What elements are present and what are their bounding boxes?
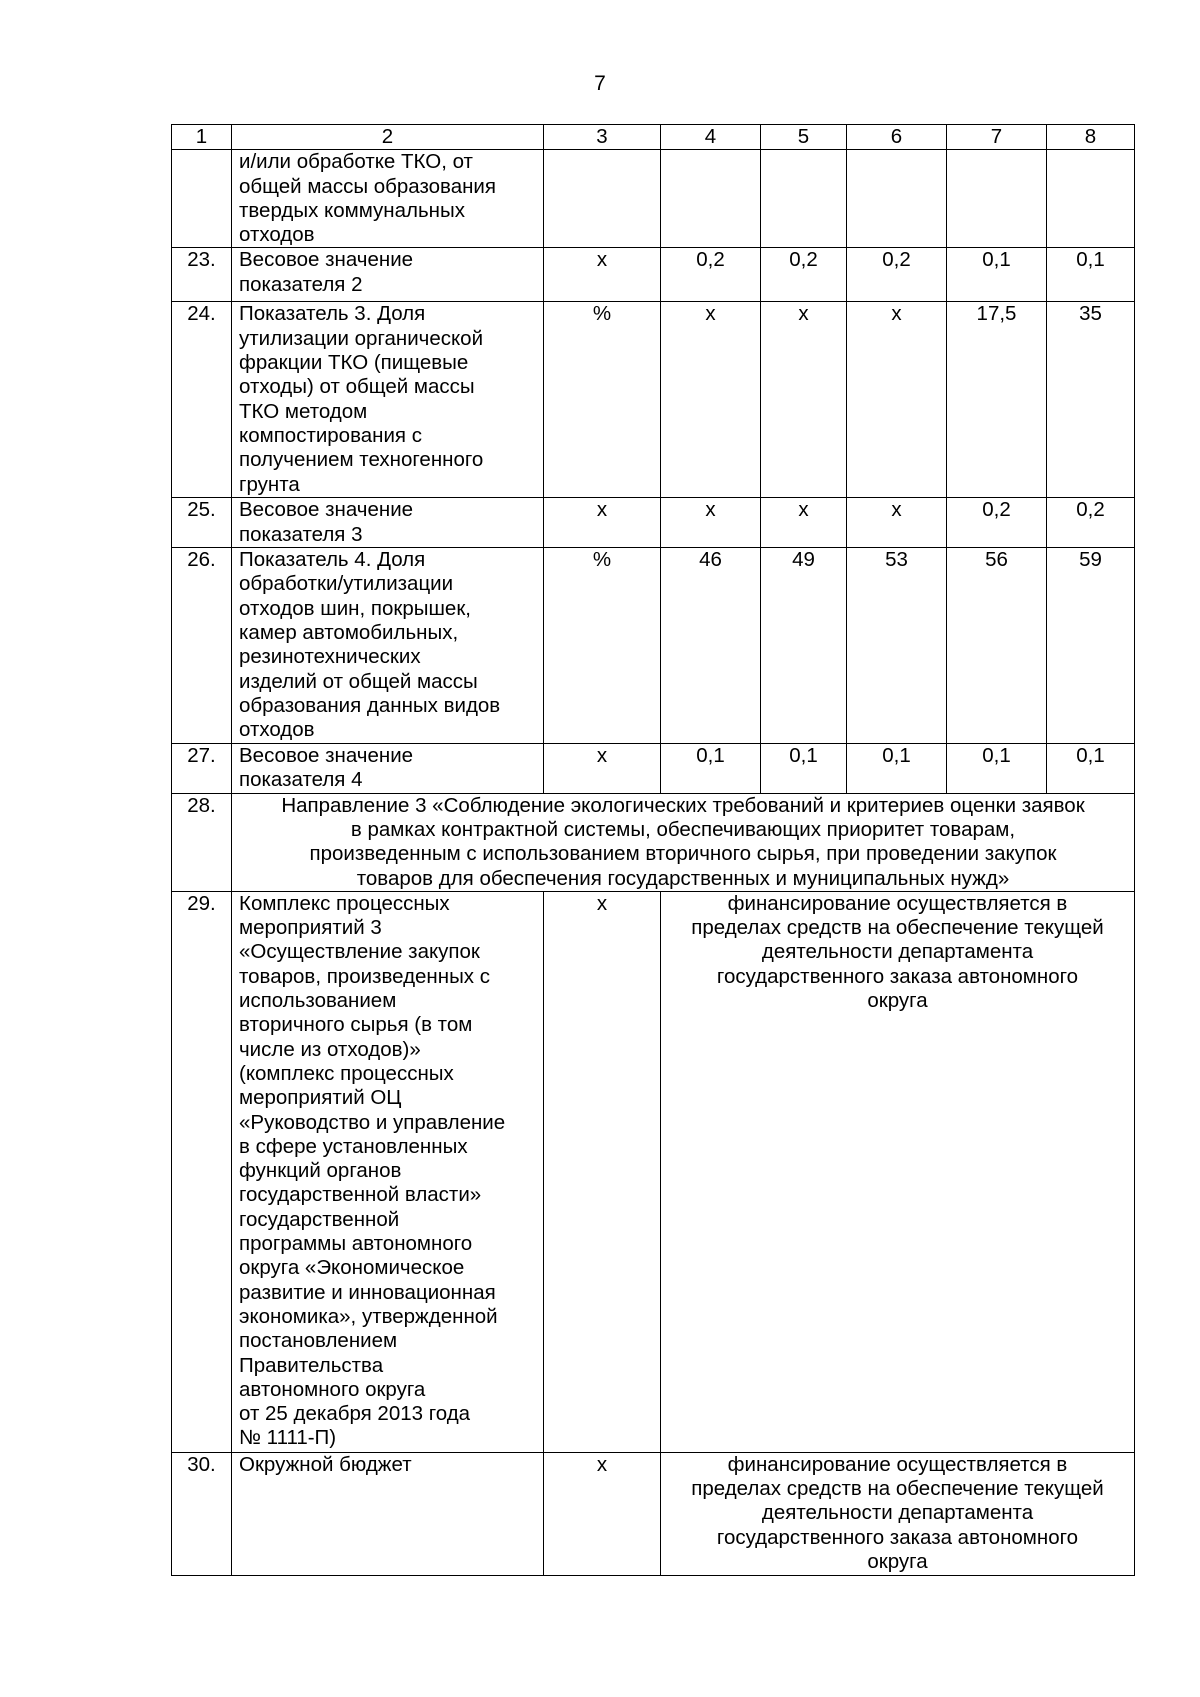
value-cell: 0,1 (847, 744, 947, 794)
direction-row (172, 793, 1135, 891)
indicators-table (171, 124, 1135, 1576)
value-cell: х (761, 498, 847, 548)
value-cell: х (661, 302, 761, 498)
value-cell: 0,1 (761, 744, 847, 794)
value-cell: 53 (847, 548, 947, 744)
value-cell: 35 (1047, 302, 1135, 498)
table-row (172, 150, 1135, 248)
value-cell: 0,1 (1047, 744, 1135, 794)
row-number: 23. (172, 248, 232, 302)
indicator-name: Весовое значение показателя 3 (232, 498, 544, 548)
value-cell: 0,2 (1047, 498, 1135, 548)
indicator-name: Весовое значение показателя 2 (232, 248, 544, 302)
header-cell: 1 (172, 125, 232, 150)
value-cell (947, 150, 1047, 248)
value-cell (761, 150, 847, 248)
table-row (172, 248, 1135, 302)
header-cell: 7 (947, 125, 1047, 150)
direction-title: Направление 3 «Соблюдение экологических требований и критериев оценки заявок в рамках контрактной системы, обеспечивающих приоритет товарам, произведенным с использованием вторичного сырья, при проведении закупок товаров для обеспечения государственных и муниципальных нужд» (232, 793, 1135, 891)
table-row (172, 1452, 1135, 1575)
header-cell: 2 (232, 125, 544, 150)
value-cell: 56 (947, 548, 1047, 744)
row-number (172, 150, 232, 248)
unit-cell: х (544, 498, 661, 548)
table-row (172, 302, 1135, 498)
value-cell: х (847, 302, 947, 498)
indicator-name: и/или обработке ТКО, от общей массы образования твердых коммунальных отходов (232, 150, 544, 248)
value-cell: х (847, 498, 947, 548)
financing-note: финансирование осуществляется в пределах средств на обеспечение текущей деятельности департамента государственного заказа автономного округа (661, 891, 1135, 1452)
value-cell: 0,1 (661, 744, 761, 794)
value-cell: х (761, 302, 847, 498)
value-cell (847, 150, 947, 248)
value-cell: 46 (661, 548, 761, 744)
value-cell: 17,5 (947, 302, 1047, 498)
unit-cell: % (544, 548, 661, 744)
budget-name: Окружной бюджет (232, 1452, 544, 1575)
unit-cell: х (544, 248, 661, 302)
table-body (172, 125, 1135, 1576)
header-row (172, 125, 1135, 150)
row-number: 26. (172, 548, 232, 744)
row-number: 24. (172, 302, 232, 498)
row-number: 27. (172, 744, 232, 794)
row-number: 30. (172, 1452, 232, 1575)
financing-note: финансирование осуществляется в пределах средств на обеспечение текущей деятельности департамента государственного заказа автономного округа (661, 1452, 1135, 1575)
value-cell: 0,2 (661, 248, 761, 302)
value-cell: 0,2 (761, 248, 847, 302)
table-row (172, 498, 1135, 548)
value-cell: 0,2 (947, 498, 1047, 548)
value-cell (1047, 150, 1135, 248)
unit-cell: х (544, 891, 661, 1452)
header-cell: 6 (847, 125, 947, 150)
page-number: 7 (594, 72, 606, 95)
unit-cell (544, 150, 661, 248)
header-cell: 4 (661, 125, 761, 150)
value-cell: х (661, 498, 761, 548)
row-number: 29. (172, 891, 232, 1452)
value-cell: 0,2 (847, 248, 947, 302)
value-cell: 49 (761, 548, 847, 744)
value-cell: 0,1 (947, 744, 1047, 794)
header-cell: 5 (761, 125, 847, 150)
row-number: 28. (172, 793, 232, 891)
table-row (172, 548, 1135, 744)
header-cell: 8 (1047, 125, 1135, 150)
indicator-name: Показатель 3. Доля утилизации органической фракции ТКО (пищевые отходы) от общей массы ТКО методом компостирования с получением техногенного грунта (232, 302, 544, 498)
value-cell: 59 (1047, 548, 1135, 744)
unit-cell: % (544, 302, 661, 498)
row-number: 25. (172, 498, 232, 548)
measure-name: Комплекс процессных мероприятий 3 «Осуществление закупок товаров, произведенных с использованием вторичного сырья (в том числе из отходов)» (комплекс процессных мероприятий ОЦ «Руководство и управление в сфере установленных функций органов государственной власти» государственной программы автономного округа «Экономическое развитие и инновационная экономика», утвержденной постановлением Правительства автономного округа от 25 декабря 2013 года № 1111-П) (232, 891, 544, 1452)
indicator-name: Весовое значение показателя 4 (232, 744, 544, 794)
unit-cell: х (544, 1452, 661, 1575)
header-cell: 3 (544, 125, 661, 150)
indicator-name: Показатель 4. Доля обработки/утилизации отходов шин, покрышек, камер автомобильных, резинотехнических изделий от общей массы образования данных видов отходов (232, 548, 544, 744)
value-cell (661, 150, 761, 248)
table-row (172, 891, 1135, 1452)
unit-cell: х (544, 744, 661, 794)
table-row (172, 744, 1135, 794)
value-cell: 0,1 (1047, 248, 1135, 302)
value-cell: 0,1 (947, 248, 1047, 302)
